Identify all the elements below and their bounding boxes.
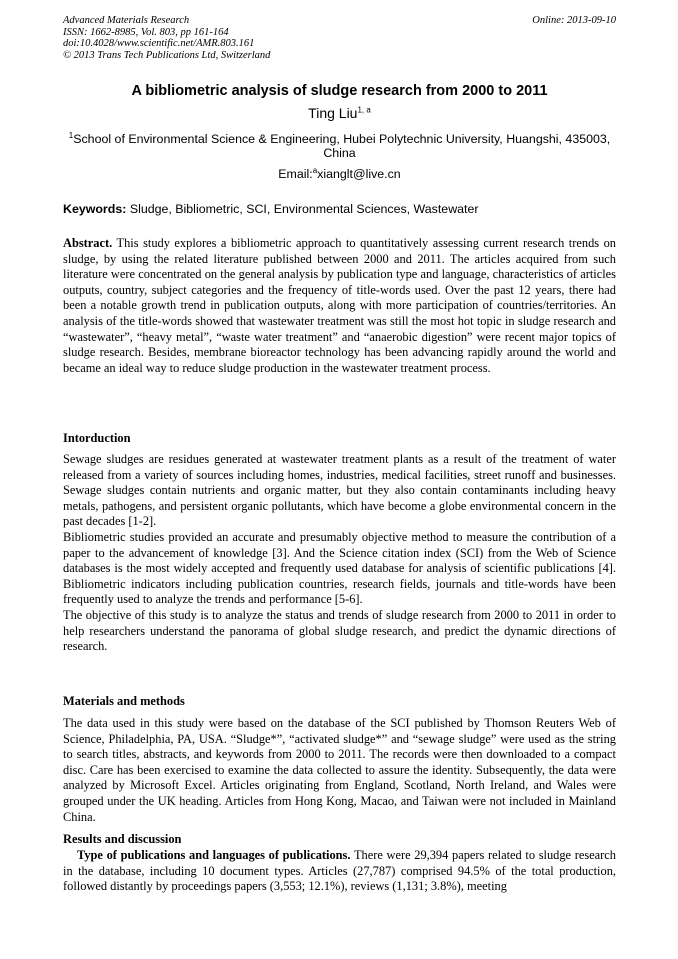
email-address[interactable]: xianglt@live.cn — [317, 167, 401, 181]
abstract-text: This study explores a bibliometric approach to quantitatively assessing current research trends on sludge, by using the related literature published between 2000 and 2011. The articles acquired from such literature were concentrated on the general analysis by publication type and language, characteristics of articles outputs, country, subject categories and the frequency of title-words used. Over the past 12 years, there had been a notable growth trend in publication outputs, along with more participation of countries/territories. An analysis of the title-words showed that wastewater treatment was still the most hot topic in sludge research and “wastewater”, “heavy metal”, “waste water treatment” and “anaerobic digestion” were recent major topics of sludge research. Besides, membrane bioreactor technology has been advancing rapidly around the world and became an ideal way to reduce sludge production in the wastewater treatment process. — [63, 236, 616, 375]
results-heading: Results and discussion — [63, 832, 182, 846]
introduction-paragraph-1: Sewage sludges are residues generated at wastewater treatment plants as a result of the treatment of water released from a variety of sources including homes, industries, medical facilities, street runoff and businesses. Sewage sludges contain nutrients and organic matter, but they also contain contaminants including heavy metals, pathogens, and persistent organic pollutants, which have become a globe environmental concern in the past decades [1-2]. — [63, 452, 616, 529]
introduction-body — [63, 452, 616, 655]
journal-name: Advanced Materials Research — [63, 15, 190, 26]
results-body — [63, 848, 616, 895]
affiliation-text: School of Environmental Science & Engineering, Hubei Polytechnic University, Huangshi, 435003, China — [73, 132, 611, 160]
introduction-heading: Intorduction — [63, 431, 131, 445]
email-label: Email: — [278, 167, 313, 181]
email-line — [63, 167, 616, 181]
keywords-label: Keywords: — [63, 202, 127, 216]
issn-line: ISSN: 1662-8985, Vol. 803, pp 161-164 — [63, 26, 229, 38]
doi-line: doi:10.4028/www.scientific.net/AMR.803.161 — [63, 38, 255, 49]
results-text: There were 29,394 papers related to sludge research in the database, including 10 document types. Articles (27,787) comprised 94.5% of the total production, followed distantly by proceedings papers (3,553; 12.1%), reviews (1,131; 3.8%), meeting — [63, 848, 616, 894]
keywords — [63, 202, 616, 216]
email-superscript: a — [312, 165, 318, 175]
journal-header — [63, 15, 616, 61]
author-superscript: 1, a — [357, 105, 371, 115]
copyright-line: © 2013 Trans Tech Publications Ltd, Switzerland — [63, 49, 271, 61]
paper-title: A bibliometric analysis of sludge research from 2000 to 2011 — [131, 83, 548, 99]
methods-heading: Materials and methods — [63, 694, 185, 708]
keywords-text: Sludge, Bibliometric, SCI, Environmental Sciences, Wastewater — [129, 202, 479, 216]
abstract — [63, 236, 616, 376]
abstract-label: Abstract. — [63, 236, 113, 250]
introduction-paragraph-3: The objective of this study is to analyze the status and trends of sludge research from 2000 to 2011 in order to help researchers understand the panorama of global sludge research, and predict the dynamic directions of research. — [63, 607, 616, 654]
introduction-paragraph-2: Bibliometric studies provided an accurate and presumably objective method to measure the contribution of a paper to the advancement of knowledge [3]. And the Science citation index (SCI) from the Web of Science databases is the most widely accepted and frequently used database for analysis of scientific publications [4]. Bibliometric indicators including publication countries, research fields, journals and title-words have been frequently used to analyze the trends and performance [5-6]. — [63, 529, 616, 607]
online-date: Online: 2013-09-10 — [532, 15, 616, 26]
author-line — [63, 104, 616, 122]
affiliation — [63, 132, 616, 160]
results-subheading: Type of publications and languages of publications. — [77, 848, 351, 862]
affiliation-superscript: 1 — [68, 130, 74, 140]
methods-body: The data used in this study were based on the database of the SCI published by Thomson Reuters Web of Science, Philadelphia, PA, USA. “Sludge*”, “activated sludge*” and “sewage sludge” were used as the string to search titles, abstracts, and keywords from 2000 to 2011. The records were then downloaded to a compact disc. Care has been exercised to examine the data collected to assure the identity. Subsequently, the data were analyzed by Microsoft Excel. Articles originating from England, Scotland, North Ireland, and Wales were grouped under the UK heading. Articles from Hong Kong, Macao, and Taiwan were not included in Mainland China. — [63, 716, 616, 824]
author-name: Ting Liu — [308, 105, 358, 121]
